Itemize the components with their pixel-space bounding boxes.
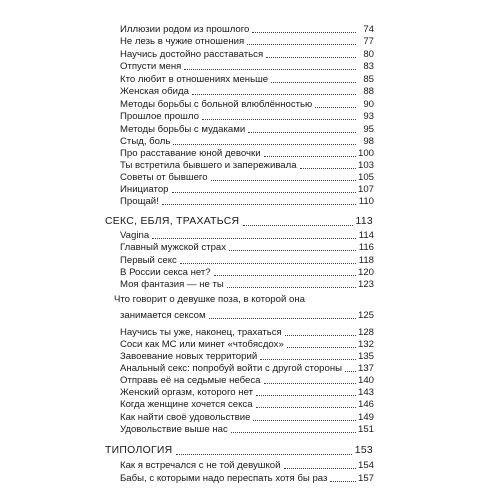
toc-entry-title: Отпусти меня bbox=[120, 61, 182, 72]
dot-leader bbox=[284, 468, 356, 469]
toc-entry-page: 90 bbox=[363, 99, 374, 110]
toc-entry-page: 116 bbox=[358, 242, 374, 253]
dot-leader bbox=[184, 69, 356, 70]
toc-entry-title: Первый секс bbox=[120, 255, 177, 266]
dot-leader bbox=[202, 119, 356, 120]
toc-entry bbox=[120, 74, 374, 85]
section-title: СЕКС, ЕБЛЯ, ТРАХАТЬСЯ bbox=[105, 216, 240, 227]
toc-entry-title: В России секса нет? bbox=[120, 267, 211, 278]
toc-entry-page: 110 bbox=[358, 196, 374, 207]
dot-leader bbox=[271, 82, 356, 83]
toc-entry-title: Прошлое прошло bbox=[120, 111, 199, 122]
dot-leader bbox=[173, 144, 356, 145]
dot-leader bbox=[152, 238, 356, 239]
toc-entry-title: Анальный секс: попробуй войти с другой стороны bbox=[120, 363, 343, 374]
toc-entry bbox=[120, 172, 374, 183]
toc-entry bbox=[120, 399, 374, 410]
toc-entry bbox=[120, 412, 374, 423]
toc-entry-page: 151 bbox=[357, 424, 374, 435]
toc-entry-page: 120 bbox=[357, 267, 374, 278]
toc-entry bbox=[120, 184, 374, 195]
toc-entry-title: Методы борьбы с мудаками bbox=[120, 124, 246, 135]
dot-leader bbox=[180, 263, 356, 264]
dot-leader bbox=[315, 107, 356, 108]
toc-entry-title-line2: занимается сексом bbox=[120, 310, 206, 321]
toc-section-heading bbox=[105, 216, 373, 228]
toc-entry-page: 149 bbox=[357, 412, 374, 423]
toc-entry-page: 100 bbox=[357, 148, 374, 159]
toc-entry bbox=[120, 242, 374, 253]
section-page: 113 bbox=[355, 216, 373, 227]
toc-entry-title: Соси как МС или минет «чтобясдох» bbox=[120, 339, 284, 350]
dot-leader bbox=[247, 44, 356, 45]
dot-leader bbox=[252, 32, 356, 33]
toc-entry bbox=[120, 61, 374, 72]
toc-entry-page: 118 bbox=[358, 255, 374, 266]
toc-entry bbox=[120, 387, 374, 398]
toc-entry-page: 88 bbox=[363, 86, 374, 97]
dot-leader bbox=[162, 204, 356, 205]
dot-leader bbox=[172, 192, 356, 193]
dot-leader bbox=[229, 250, 356, 251]
dot-leader bbox=[300, 168, 356, 169]
toc-entry-title: Методы борьбы с больной влюблённостью bbox=[120, 99, 313, 110]
toc-entry-title: Инициатор bbox=[120, 184, 169, 195]
toc-entry-title: Научись ты уже, наконец, трахаться bbox=[120, 327, 282, 338]
dot-leader bbox=[176, 454, 351, 455]
dot-leader bbox=[266, 57, 356, 58]
toc-entry-title: Стыд, боль bbox=[120, 136, 171, 147]
dot-leader bbox=[209, 318, 356, 319]
toc-entry-page: 154 bbox=[357, 460, 374, 471]
toc-entry bbox=[120, 124, 374, 135]
toc-entry-title: Завоевание новых территорий bbox=[120, 351, 258, 362]
section-page: 153 bbox=[354, 445, 373, 456]
toc-entry-page: 123 bbox=[357, 279, 374, 290]
dot-leader bbox=[231, 432, 356, 433]
toc-entry-page: 83 bbox=[363, 61, 374, 72]
toc-entry-title: Отправь её на седьмые небеса bbox=[120, 375, 261, 386]
toc-entry-page: 74 bbox=[363, 24, 374, 35]
toc-entry bbox=[120, 24, 374, 35]
dot-leader bbox=[253, 420, 356, 421]
toc-entry-page: 140 bbox=[357, 375, 374, 386]
toc-entry-page: 105 bbox=[357, 172, 374, 183]
toc-entry bbox=[120, 279, 374, 290]
toc-entry-title: Кто любит в отношениях меньше bbox=[120, 74, 269, 85]
dot-leader bbox=[214, 275, 356, 276]
toc-entry-page: 132 bbox=[357, 339, 374, 350]
dot-leader bbox=[227, 287, 356, 288]
toc-entry bbox=[120, 230, 374, 241]
toc-entry bbox=[120, 339, 374, 350]
toc-entry bbox=[120, 111, 374, 122]
dot-leader bbox=[264, 156, 356, 157]
toc-entry bbox=[120, 327, 374, 338]
toc-entry bbox=[120, 99, 374, 110]
toc-entry bbox=[120, 49, 374, 60]
toc-entry-title: Ты встретила бывшего и запереживала bbox=[120, 160, 297, 171]
toc-entry-page: 93 bbox=[363, 111, 374, 122]
toc-entry bbox=[120, 36, 374, 47]
toc-entry-page: 137 bbox=[357, 363, 374, 374]
toc-entry-page: 85 bbox=[363, 74, 374, 85]
toc-entry bbox=[120, 460, 374, 471]
toc-entry bbox=[120, 86, 374, 97]
dot-leader bbox=[264, 383, 356, 384]
toc-section-heading bbox=[105, 445, 373, 457]
toc-entry bbox=[120, 148, 374, 159]
toc-entry bbox=[120, 196, 374, 207]
toc-entry bbox=[120, 375, 374, 386]
toc-entry bbox=[120, 255, 374, 266]
toc-entry-page: 114 bbox=[358, 230, 374, 241]
toc-entry-title: Как я встречался с не той девушкой bbox=[120, 460, 281, 471]
toc-entry-page: 80 bbox=[363, 49, 374, 60]
toc-entry-page: 103 bbox=[357, 160, 374, 171]
toc-entry-page: 77 bbox=[363, 36, 374, 47]
dot-leader bbox=[248, 132, 356, 133]
toc-entry-page: 146 bbox=[357, 399, 374, 410]
dot-leader bbox=[287, 347, 356, 348]
toc-entry-title: Прощай! bbox=[120, 196, 159, 207]
toc-entry-page: 135 bbox=[357, 351, 374, 362]
dot-leader bbox=[285, 335, 356, 336]
toc-entry-title: Удовольствие выше нас bbox=[120, 424, 228, 435]
toc-entry-title-line1: Что говорит о девушке поза, в которой она bbox=[114, 294, 305, 305]
toc-entry-title: Не лезь в чужие отношения bbox=[120, 36, 245, 47]
toc-entry bbox=[120, 160, 374, 171]
dot-leader bbox=[256, 395, 356, 396]
toc-entry-title: Женская обида bbox=[120, 86, 189, 97]
toc-entry bbox=[120, 351, 374, 362]
toc-entry-line2 bbox=[120, 310, 374, 321]
toc-entry-title: Про расставание юной девочки bbox=[120, 148, 261, 159]
dot-leader bbox=[345, 371, 356, 372]
dot-leader bbox=[330, 481, 356, 482]
toc-entry-title: Vagina bbox=[120, 230, 150, 241]
toc-entry-page: 125 bbox=[357, 310, 374, 321]
dot-leader bbox=[192, 94, 356, 95]
section-title: ТИПОЛОГИЯ bbox=[105, 445, 173, 456]
toc-entry-title: Моя фантазия — не ты bbox=[120, 279, 224, 290]
toc-entry-page: 157 bbox=[357, 473, 374, 484]
toc-entry bbox=[120, 267, 374, 278]
dot-leader bbox=[211, 180, 356, 181]
toc-entry-page: 128 bbox=[357, 327, 374, 338]
toc-entry bbox=[120, 424, 374, 435]
toc-entry-title: Женский оргазм, которого нет bbox=[120, 387, 253, 398]
toc-entry-page: 95 bbox=[363, 124, 374, 135]
toc-entry-title: Научись достойно расставаться bbox=[120, 49, 264, 60]
toc-entry bbox=[120, 473, 374, 484]
toc-entry-wrapped bbox=[114, 294, 374, 321]
toc-entry-title: Советы от бывшего bbox=[120, 172, 208, 183]
toc-entry-page: 143 bbox=[357, 387, 374, 398]
toc-entry bbox=[120, 136, 374, 147]
toc-entry bbox=[120, 363, 374, 374]
toc-entry-page: 98 bbox=[363, 136, 374, 147]
toc-entry-title: Как найти своё удовольствие bbox=[120, 412, 251, 423]
dot-leader bbox=[243, 225, 352, 226]
toc-entry-title: Главный мужской страх bbox=[120, 242, 227, 253]
toc-entry-title: Бабы, с которыми надо переспать хотя бы раз bbox=[120, 473, 328, 484]
toc-entry-title: Иллюзии родом из прошлого bbox=[120, 24, 250, 35]
dot-leader bbox=[256, 407, 356, 408]
toc-entry-title: Когда женщине хочется секса bbox=[120, 399, 253, 410]
dot-leader bbox=[260, 359, 356, 360]
toc-entry-page: 107 bbox=[357, 184, 374, 195]
